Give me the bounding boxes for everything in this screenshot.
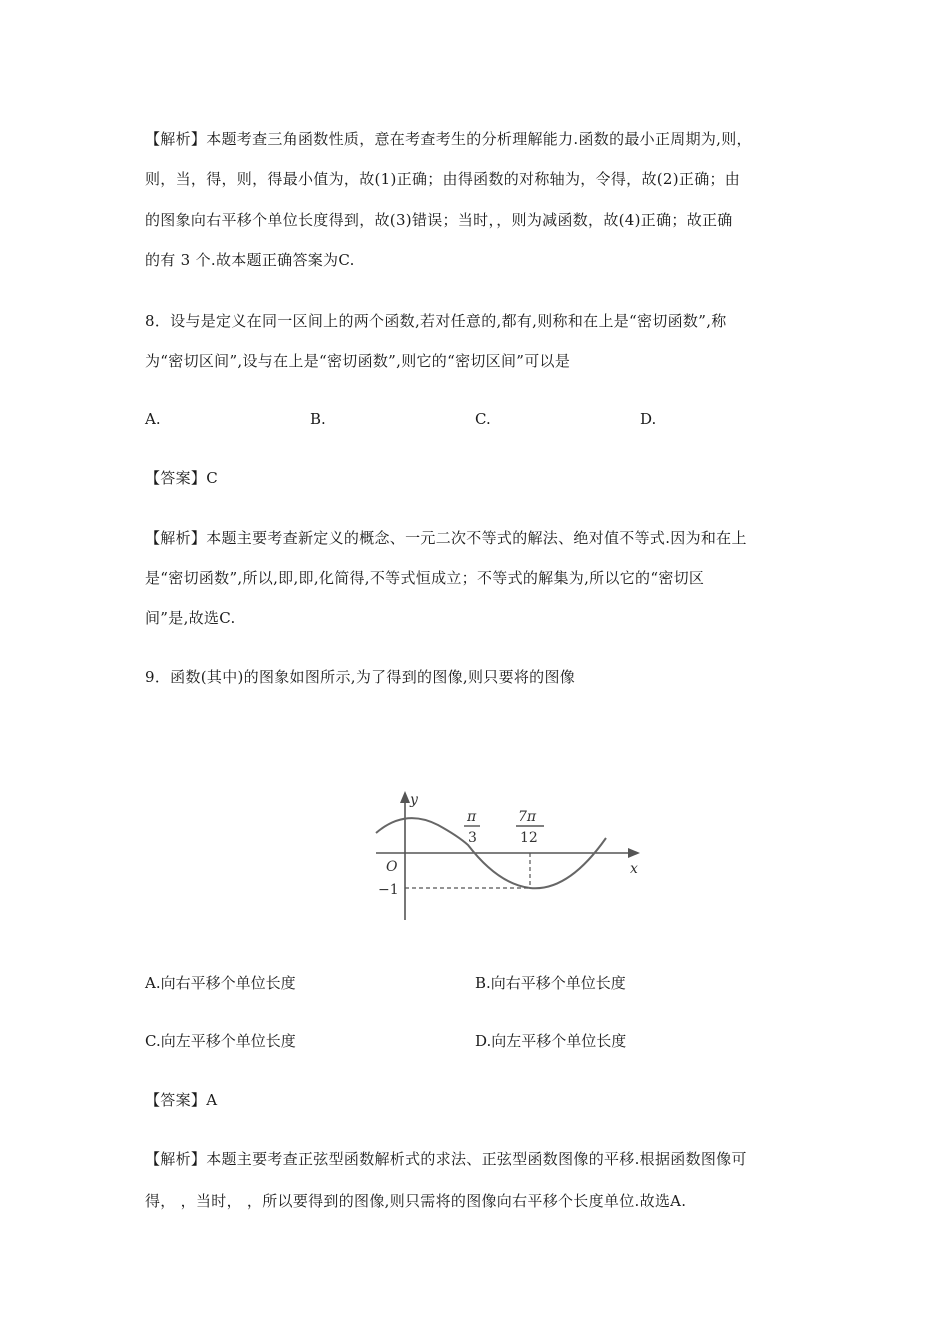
q9-option-a: A.向右平移个单位长度 — [145, 974, 296, 992]
q8-option-c: C. — [475, 410, 491, 428]
q7-analysis-line-4: 的有 3 个.故本题正确答案为C. — [145, 251, 355, 269]
y-axis-arrow — [400, 791, 410, 803]
sine-graph-figure — [368, 788, 648, 923]
neg-one-tick-label: −1 — [378, 882, 399, 898]
x-axis-label: x — [630, 861, 638, 877]
q7-analysis-line-1: 【解析】本题考查三角函数性质，意在考查考生的分析理解能力.函数的最小正周期为,则， — [145, 130, 752, 148]
seven-pi-over-12-numerator: 7π — [518, 809, 537, 825]
x-axis-arrow — [628, 848, 640, 858]
q8-analysis-line-2: 是“密切函数”,所以,即,即,化简得,不等式恒成立；不等式的解集为,所以它的“密切区 — [145, 569, 705, 587]
q9-analysis-line-1: 【解析】本题主要考查正弦型函数解析式的求法、正弦型函数图像的平移.根据函数图像可 — [145, 1150, 747, 1168]
q8-option-b: B. — [310, 410, 326, 428]
q8-question-line-2: 为“密切区间”,设与在上是“密切函数”,则它的“密切区间”可以是 — [145, 352, 571, 370]
q8-option-a: A. — [145, 410, 161, 428]
q8-question-line-1: 8．设与是定义在同一区间上的两个函数,若对任意的,都有,则称和在上是“密切函数”,称 — [145, 312, 727, 330]
origin-label: O — [386, 859, 398, 875]
y-axis-label: y — [410, 792, 418, 808]
q8-answer: 【答案】C — [145, 469, 218, 487]
q9-analysis-line-2: 得， ，当时， ，所以要得到的图像,则只需将的图像向右平移个长度单位.故选A. — [145, 1192, 687, 1210]
pi-over-3-numerator: π — [467, 809, 477, 825]
q9-question-line: 9．函数(其中)的图象如图所示,为了得到的图像,则只要将的图像 — [145, 668, 576, 686]
q8-analysis-line-1: 【解析】本题主要考查新定义的概念、一元二次不等式的解法、绝对值不等式.因为和在上 — [145, 529, 747, 547]
q8-analysis-line-3: 间”是,故选C. — [145, 609, 236, 627]
q9-option-b: B.向右平移个单位长度 — [475, 974, 626, 992]
q9-option-c: C.向左平移个单位长度 — [145, 1032, 296, 1050]
q7-analysis-line-2: 则，当，得，则，得最小值为，故(1)正确；由得函数的对称轴为，令得，故(2)正确；由 — [145, 170, 741, 188]
pi-over-3-denominator: 3 — [468, 830, 477, 846]
q8-option-d: D. — [640, 410, 657, 428]
q9-answer: 【答案】A — [145, 1091, 218, 1109]
q9-option-d: D.向左平移个单位长度 — [475, 1032, 627, 1050]
q7-analysis-line-3: 的图象向右平移个单位长度得到，故(3)错误；当时，，则为减函数，故(4)正确；故正确 — [145, 211, 733, 229]
seven-pi-over-12-denominator: 12 — [520, 830, 538, 846]
